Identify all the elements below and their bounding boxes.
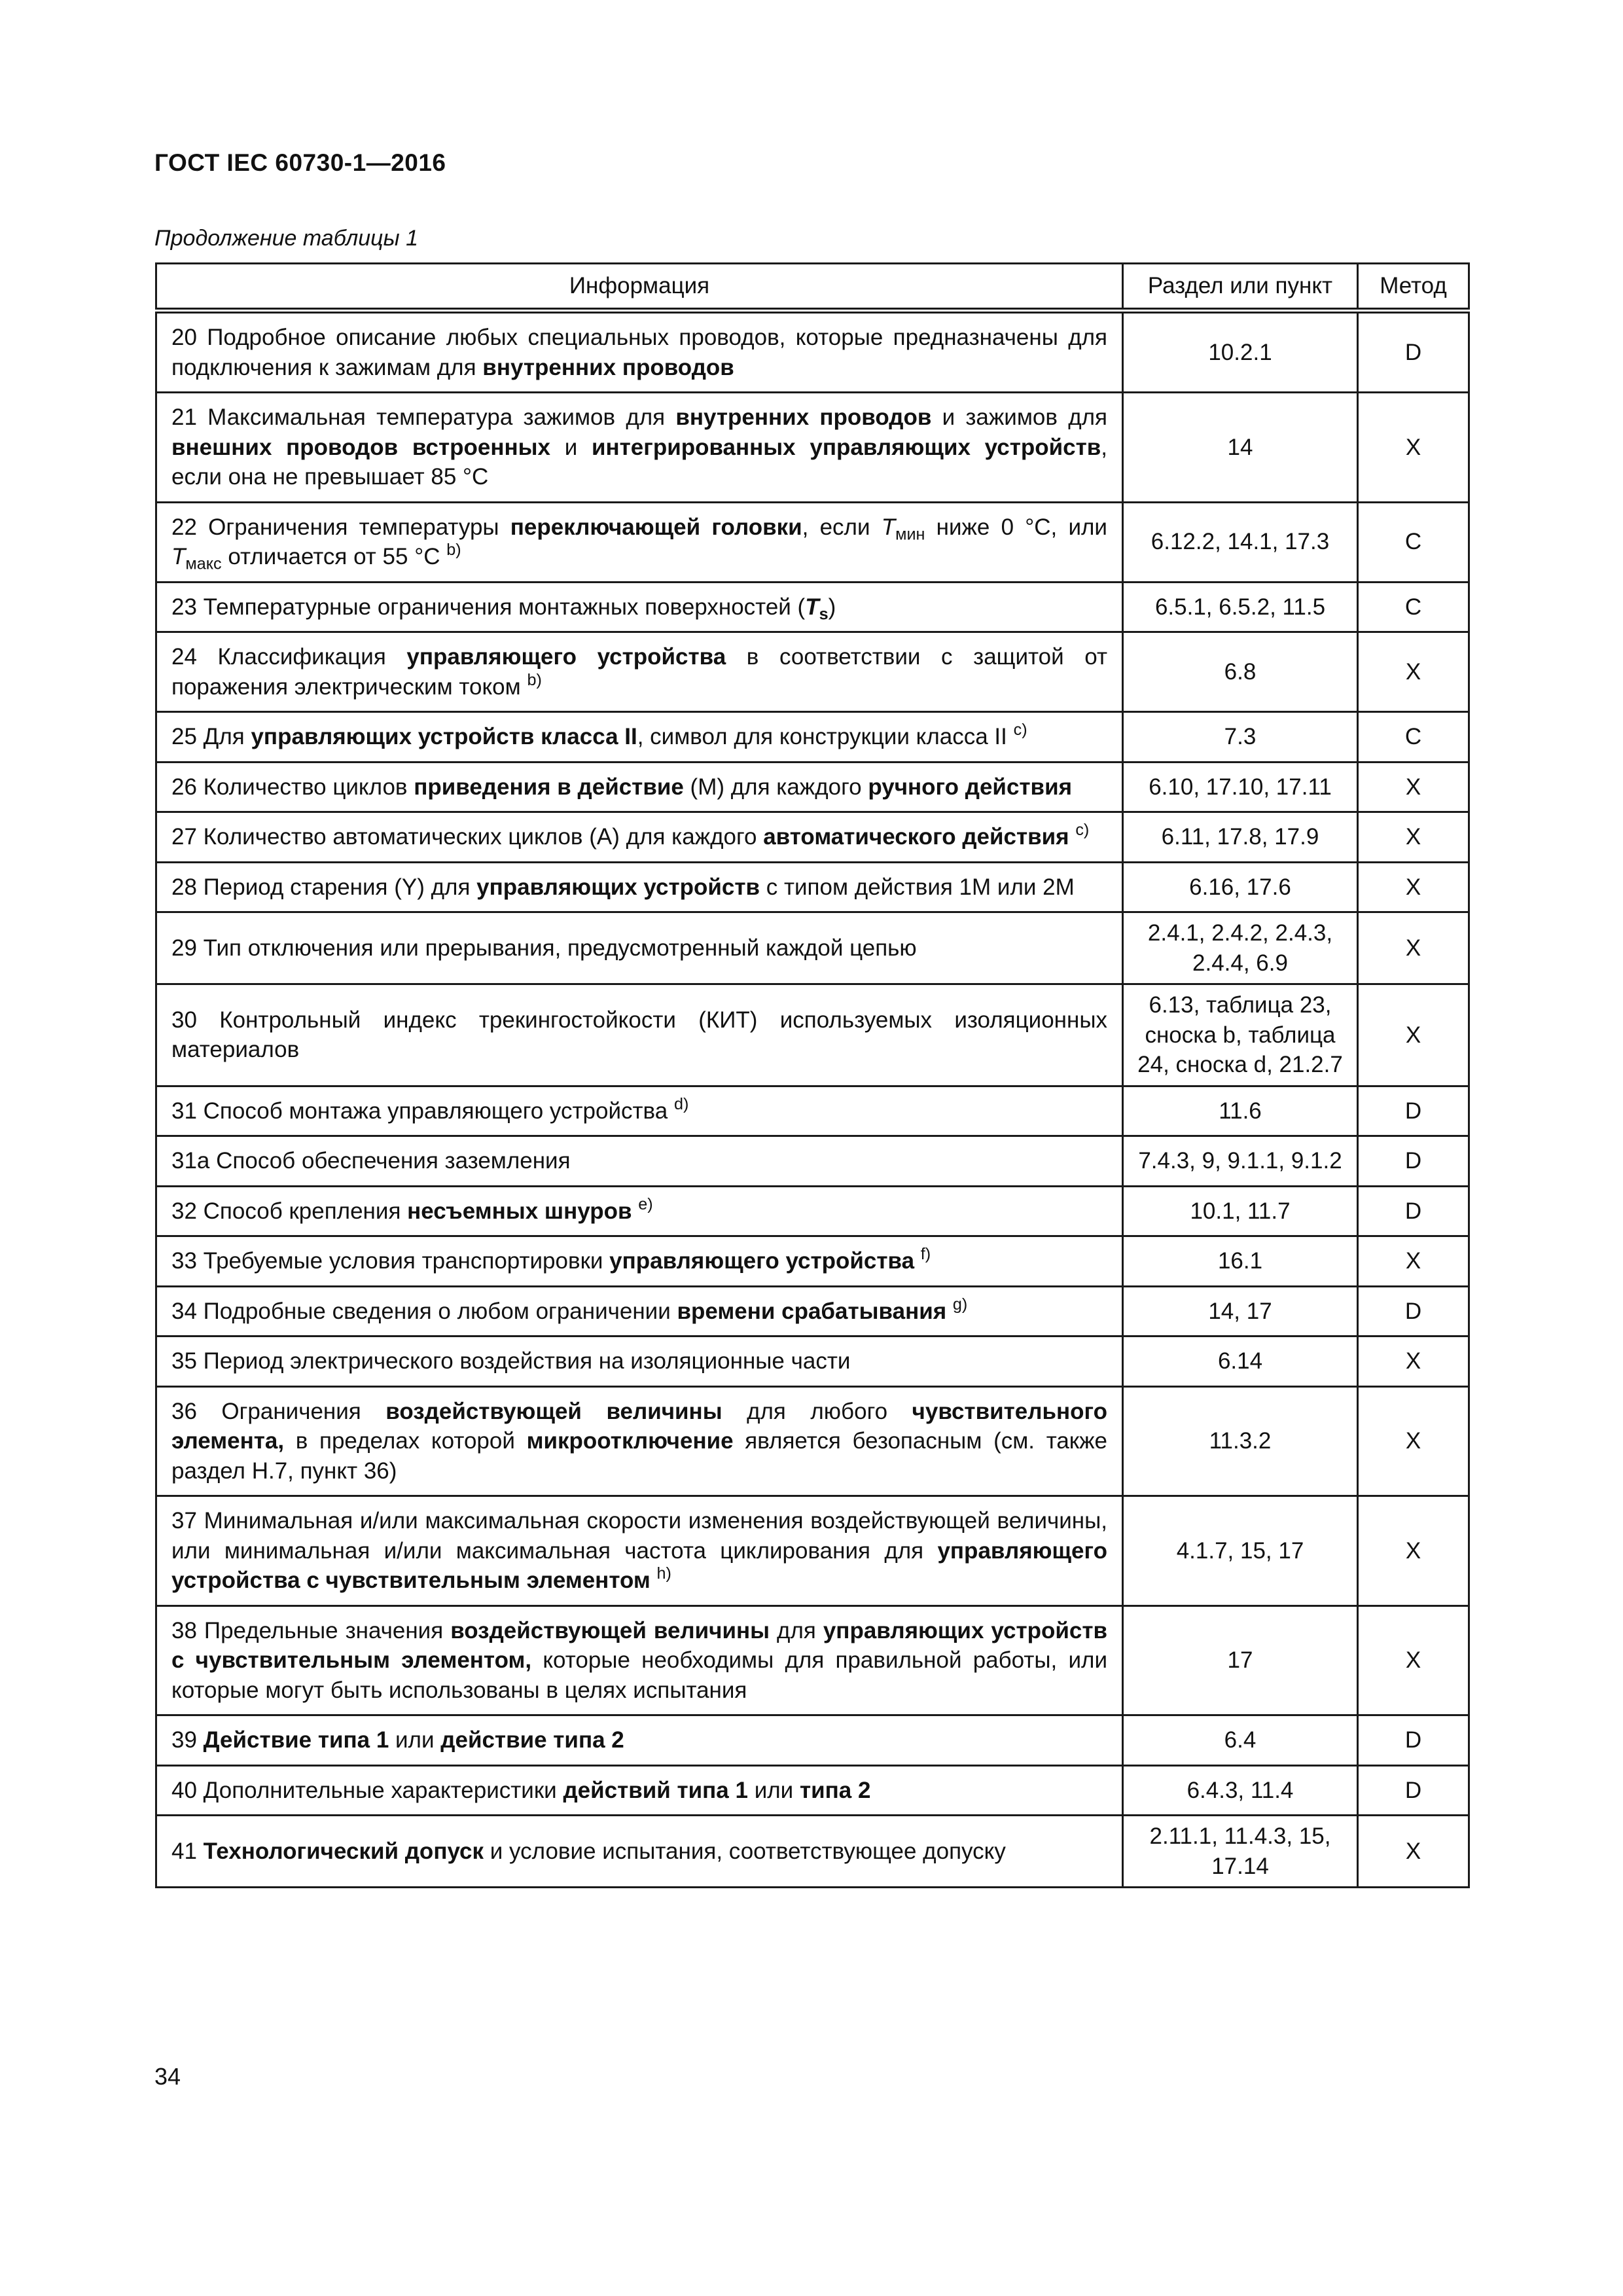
info-text-segment: c) [1013,721,1027,740]
section-cell: 6.5.1, 6.5.2, 11.5 [1123,582,1358,632]
table-row [156,812,1469,863]
section-cell: 7.4.3, 9, 9.1.1, 9.1.2 [1123,1136,1358,1187]
method-cell: C [1358,712,1469,762]
info-cell [156,502,1123,582]
column-header-section: Раздел или пункт [1123,264,1358,311]
table-row [156,912,1469,984]
section-cell: 6.12.2, 14.1, 17.3 [1123,502,1358,582]
info-cell [156,1386,1123,1496]
method-cell: X [1358,862,1469,912]
method-cell: X [1358,812,1469,863]
method-cell: D [1358,1186,1469,1236]
info-text-segment: управляющего устройства с чувствительным элементом [171,1537,1107,1593]
table-row [156,1605,1469,1715]
info-text-segment: времени срабатывания [677,1298,947,1324]
info-text-segment: управляющих устройств класса II [251,724,637,749]
method-cell: D [1358,1286,1469,1336]
section-cell: 14 [1123,393,1358,503]
info-text-segment: b) [527,670,542,689]
info-text-segment: 23 Температурные ограничения монтажных поверхностей ( [171,594,806,620]
info-cell [156,1286,1123,1336]
table-row [156,712,1469,762]
info-text-segment: внешних проводов встроенных [171,434,550,460]
info-text-segment: d) [673,1094,689,1113]
table-row [156,1816,1469,1888]
method-cell: X [1358,984,1469,1086]
info-text-segment: , если она не превышает 85 °С [171,434,1108,490]
method-cell: D [1358,1765,1469,1816]
info-cell [156,1336,1123,1387]
table-row [156,632,1469,712]
info-text-segment: 33 Требуемые условия транспортировки [171,1248,610,1274]
table-row [156,582,1469,632]
info-text-segment: в пределах которой [284,1428,527,1454]
info-text-segment: переключающей головки [510,514,802,540]
info-text-segment: 22 Ограничения температуры [171,514,510,540]
info-text-segment: , если [802,514,882,540]
info-text-segment: внутренних проводов [675,404,932,430]
section-cell: 6.16, 17.6 [1123,862,1358,912]
table-row [156,1765,1469,1816]
info-text-segment: ручного действия [868,774,1073,800]
info-text-segment: микроотключение [526,1428,734,1454]
section-cell: 6.11, 17.8, 17.9 [1123,812,1358,863]
info-text-segment: 20 Подробное описание любых специальных проводов, которые предназначены для подключения к зажимам для [171,325,1107,380]
info-text-segment: 31 Способ монтажа управляющего устройства [171,1098,674,1124]
table-row [156,311,1469,393]
info-cell [156,912,1123,984]
info-text-segment: b) [446,541,461,560]
section-cell: 4.1.7, 15, 17 [1123,1496,1358,1606]
info-text-segment: мин [895,525,925,544]
info-text-segment: управляющего устройства [406,644,726,670]
info-text-segment: которые необходимы для правильной работы, или которые могут быть использованы в целях испытания [171,1647,1108,1703]
info-text-segment: g) [952,1295,968,1314]
info-text-segment: (М) для каждого [683,774,868,800]
info-cell [156,762,1123,812]
info-text-segment: действий типа 1 [563,1777,748,1803]
info-text-segment: в соответствии с защитой от поражения электрическим током [171,644,1108,700]
info-text-segment: T [171,544,186,569]
info-cell [156,632,1123,712]
info-text-segment: или [747,1777,800,1803]
method-cell: X [1358,1605,1469,1715]
info-text-segment: 26 Количество циклов [171,774,414,800]
table-header-row [156,264,1469,311]
info-text-segment: ) [828,594,836,620]
column-header-info: Информация [156,264,1123,311]
info-text-segment: воздействующей величины [450,1617,770,1643]
page-number: 34 [154,2063,181,2090]
table-row [156,1336,1469,1387]
info-text-segment [651,1568,657,1593]
info-cell [156,1715,1123,1766]
method-cell: X [1358,1816,1469,1888]
table-row [156,1386,1469,1496]
info-text-segment: 24 Классификация [171,644,407,670]
section-cell: 6.14 [1123,1336,1358,1387]
info-text-segment: с типом действия 1М или 2М [760,874,1075,900]
info-text-segment: для [770,1617,823,1643]
info-text-segment: 38 Предельные значения [171,1617,451,1643]
info-text-segment: 37 Минимальная и/или максимальная скорости изменения воздействующей величины, или минимальная и/или максимальная частота циклирования для [171,1508,1107,1564]
info-cell [156,1086,1123,1136]
info-text-segment: 39 [171,1727,204,1753]
table-row [156,984,1469,1086]
info-text-segment: 32 Способ крепления [171,1198,408,1224]
table-caption: Продолжение таблицы 1 [154,226,418,251]
info-text-segment: управляющего устройства [609,1248,915,1274]
table-row [156,1186,1469,1236]
info-text-segment: 30 Контрольный индекс трекингостойкости (КИТ) используемых изоляционных материалов [171,1007,1107,1063]
info-text-segment: действие типа 2 [440,1727,624,1753]
method-cell: C [1358,582,1469,632]
info-text-segment: 27 Количество автоматических циклов (А) для каждого [171,824,764,850]
info-text-segment: 31а Способ обеспечения заземления [171,1148,571,1174]
info-text-segment: f) [920,1245,931,1264]
method-cell: X [1358,1496,1469,1606]
info-text-segment: 41 [171,1838,204,1864]
table-row [156,393,1469,503]
method-cell: D [1358,1136,1469,1187]
info-text-segment: и [550,434,592,460]
info-cell [156,393,1123,503]
info-text-segment: приведения в действие [414,774,684,800]
info-text-segment [1069,824,1076,850]
info-cell [156,1136,1123,1187]
section-cell: 14, 17 [1123,1286,1358,1336]
section-cell: 6.8 [1123,632,1358,712]
info-text-segment: c) [1075,821,1090,840]
info-cell [156,812,1123,863]
method-cell: D [1358,1086,1469,1136]
info-cell [156,712,1123,762]
info-cell [156,1496,1123,1606]
info-text-segment: 40 Дополнительные характеристики [171,1777,563,1803]
method-cell: X [1358,393,1469,503]
info-cell [156,984,1123,1086]
section-cell: 2.4.1, 2.4.2, 2.4.3, 2.4.4, 6.9 [1123,912,1358,984]
info-text-segment: 34 Подробные сведения о любом ограничении [171,1298,677,1324]
info-text-segment: управляющих устройств [476,874,760,900]
info-cell [156,1236,1123,1287]
info-text-segment: T [805,594,819,620]
info-text-segment: несъемных шнуров [407,1198,632,1224]
info-text-segment: отличается от 55 °С [221,544,447,569]
method-cell: D [1358,1715,1469,1766]
section-cell: 6.4.3, 11.4 [1123,1765,1358,1816]
method-cell: X [1358,762,1469,812]
method-cell: C [1358,502,1469,582]
info-text-segment: s [819,605,829,624]
section-cell: 10.1, 11.7 [1123,1186,1358,1236]
section-cell: 17 [1123,1605,1358,1715]
info-text-segment: , символ для конструкции класса II [637,724,1014,749]
info-text-segment: Технологический допуск [203,1838,484,1864]
table-row [156,862,1469,912]
table-row [156,1286,1469,1336]
document-code: ГОСТ IEC 60730-1—2016 [154,149,446,176]
section-cell: 7.3 [1123,712,1358,762]
info-text-segment: e) [638,1194,653,1213]
table-body [156,311,1469,1888]
info-text-segment: и условие испытания, соответствующее допуску [484,1838,1006,1864]
info-text-segment: и зажимов для [931,404,1107,430]
info-text-segment: 35 Период электрического воздействия на изоляционные части [171,1348,851,1374]
section-cell: 10.2.1 [1123,311,1358,393]
info-text-segment [632,1198,639,1224]
table-row [156,1086,1469,1136]
info-text-segment: интегрированных управляющих устройств [592,434,1101,460]
info-text-segment: T [881,514,896,540]
method-cell: X [1358,1386,1469,1496]
info-text-segment: ниже 0 °С, или [925,514,1107,540]
info-cell [156,1816,1123,1888]
section-cell: 6.13, таблица 23, сноска b, таблица 24, сноска d, 21.2.7 [1123,984,1358,1086]
info-text-segment: внутренних проводов [482,354,734,380]
method-cell: X [1358,632,1469,712]
section-cell: 2.11.1, 11.4.3, 15, 17.14 [1123,1816,1358,1888]
info-cell [156,582,1123,632]
table-row [156,1715,1469,1766]
info-cell [156,1765,1123,1816]
method-cell: X [1358,1336,1469,1387]
info-text-segment: 28 Период старения (Y) для [171,874,477,900]
info-text-segment: 25 Для [171,724,251,749]
section-cell: 6.4 [1123,1715,1358,1766]
info-text-segment: типа 2 [799,1777,871,1803]
method-cell: X [1358,912,1469,984]
table-row [156,1496,1469,1606]
table-row [156,762,1469,812]
method-cell: X [1358,1236,1469,1287]
info-text-segment [946,1299,953,1324]
info-cell [156,1605,1123,1715]
column-header-method: Метод [1358,264,1469,311]
info-text-segment: 21 Максимальная температура зажимов для [171,404,676,430]
table-row [156,1236,1469,1287]
section-cell: 6.10, 17.10, 17.11 [1123,762,1358,812]
info-text-segment: автоматического действия [763,824,1069,850]
info-cell [156,1186,1123,1236]
info-text-segment: 36 Ограничения [171,1398,386,1424]
info-cell [156,311,1123,393]
info-text-segment: является безопасным (см. также раздел Н.7, пункт 36) [171,1428,1107,1484]
info-text-segment: для любого [722,1398,912,1424]
info-text-segment: чувствительного элемента, [171,1398,1107,1454]
method-cell: D [1358,311,1469,393]
info-cell [156,862,1123,912]
info-text-segment: h) [656,1564,671,1583]
info-text-segment: или [389,1727,441,1753]
section-cell: 11.6 [1123,1086,1358,1136]
table-row [156,1136,1469,1187]
section-cell: 11.3.2 [1123,1386,1358,1496]
info-text-segment: Действие типа 1 [203,1727,389,1753]
section-cell: 16.1 [1123,1236,1358,1287]
info-text-segment [914,1248,921,1274]
info-text-segment: макс [185,554,222,573]
info-text-segment: 29 Тип отключения или прерывания, предусмотренный каждой цепью [171,935,917,961]
information-table [155,262,1470,1888]
info-text-segment: воздействующей величины [385,1398,722,1424]
table-row [156,502,1469,582]
info-text-segment: управляющих устройств с чувствительным элементом, [171,1617,1108,1673]
